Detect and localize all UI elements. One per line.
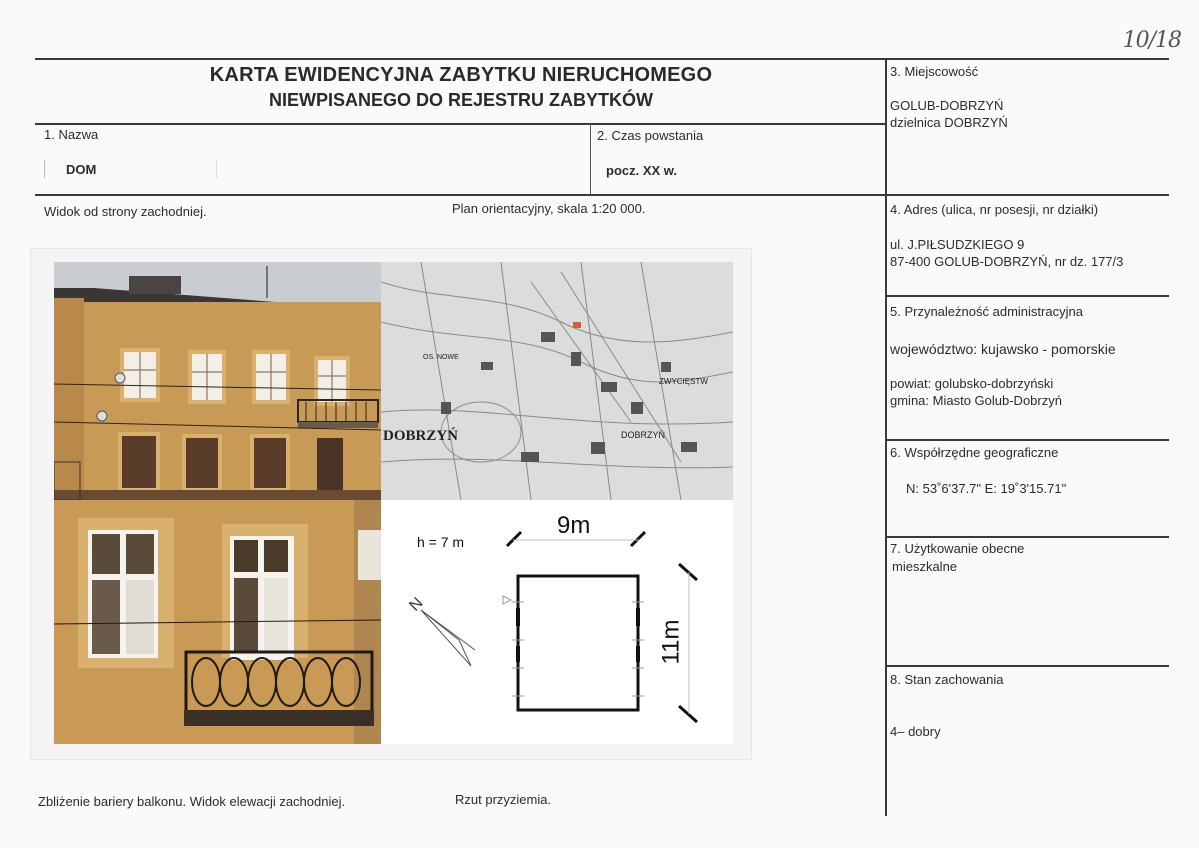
facade-photo bbox=[54, 262, 381, 500]
wojewodztwo-value: województwo: kujawsko - pomorskie bbox=[890, 341, 1116, 357]
adres-line1: ul. J.PIŁSUDZKIEGO 9 bbox=[890, 237, 1025, 252]
map-label-dobrzyn-small: DOBRZYŃ bbox=[621, 430, 666, 440]
plan-caption: Plan orientacyjny, skala 1:20 000. bbox=[452, 201, 646, 216]
depth-label: 11m bbox=[657, 619, 685, 665]
wsp-value: N: 53˚6'37.7" E: 19˚3'15.71" bbox=[906, 481, 1067, 496]
nazwa-label: 1. Nazwa bbox=[44, 127, 99, 142]
name-time-divider bbox=[590, 124, 591, 194]
balcony-photo bbox=[54, 500, 381, 744]
title-divider bbox=[35, 123, 887, 125]
stan-label: 8. Stan zachowania bbox=[890, 672, 1004, 687]
card-title: KARTA EWIDENCYJNA ZABYTKU NIERUCHOMEGO bbox=[209, 64, 713, 86]
row1-divider bbox=[35, 194, 1169, 196]
nazwa-value: DOM bbox=[66, 162, 97, 177]
card-subtitle: NIEWPISANEGO DO REJESTRU ZABYTKÓW bbox=[268, 90, 654, 110]
powiat-value: powiat: golubsko-dobrzyński bbox=[890, 376, 1054, 391]
adres-label: 4. Adres (ulica, nr posesji, nr działki) bbox=[890, 202, 1099, 217]
admin-divider bbox=[887, 439, 1169, 441]
admin-label: 5. Przynależność administracyjna bbox=[890, 304, 1083, 319]
map-label-zwyciestw: ZWYCIĘSTW bbox=[659, 377, 708, 386]
dzielnica-value: dzielnica DOBRZYŃ bbox=[890, 115, 1008, 130]
floor-plan bbox=[381, 500, 733, 744]
rzut-caption: Rzut przyziemia. bbox=[455, 792, 552, 807]
zblizenie-caption: Zbliżenie bariery balkonu. Widok elewacji zachodniej. bbox=[38, 794, 346, 809]
uzytk-label: 7. Użytkowanie obecne bbox=[890, 541, 1025, 556]
wsp-label: 6. Współrzędne geograficzne bbox=[890, 445, 1059, 460]
catalog-number: 10/18 bbox=[1122, 28, 1181, 53]
stan-value: 4– dobry bbox=[890, 724, 941, 739]
width-label: 9m bbox=[557, 512, 591, 539]
north-icon: N bbox=[406, 594, 427, 615]
czas-label: 2. Czas powstania bbox=[597, 128, 704, 143]
orientation-map bbox=[381, 262, 733, 500]
map-label-dobrzyn: DOBRZYŃ bbox=[383, 428, 459, 444]
uzytk-value: mieszkalne bbox=[892, 559, 958, 574]
height-label: h = 7 m bbox=[417, 534, 465, 550]
miejscowosc-label: 3. Miejscowość bbox=[890, 64, 979, 79]
gmina-value: gmina: Miasto Golub-Dobrzyń bbox=[890, 393, 1062, 408]
right-column-divider bbox=[885, 58, 887, 816]
czas-value: pocz. XX w. bbox=[606, 163, 678, 178]
coords-divider bbox=[887, 536, 1169, 538]
addr-divider bbox=[887, 295, 1169, 297]
widok-caption: Widok od strony zachodniej. bbox=[44, 204, 207, 219]
adres-line2: 87-400 GOLUB-DOBRZYŃ, nr dz. 177/3 bbox=[890, 254, 1124, 269]
map-label-nowe: OS. NOWE bbox=[423, 354, 459, 361]
top-border bbox=[35, 58, 1169, 60]
usage-divider bbox=[887, 665, 1169, 667]
miejscowosc-value: GOLUB-DOBRZYŃ bbox=[890, 98, 1004, 113]
